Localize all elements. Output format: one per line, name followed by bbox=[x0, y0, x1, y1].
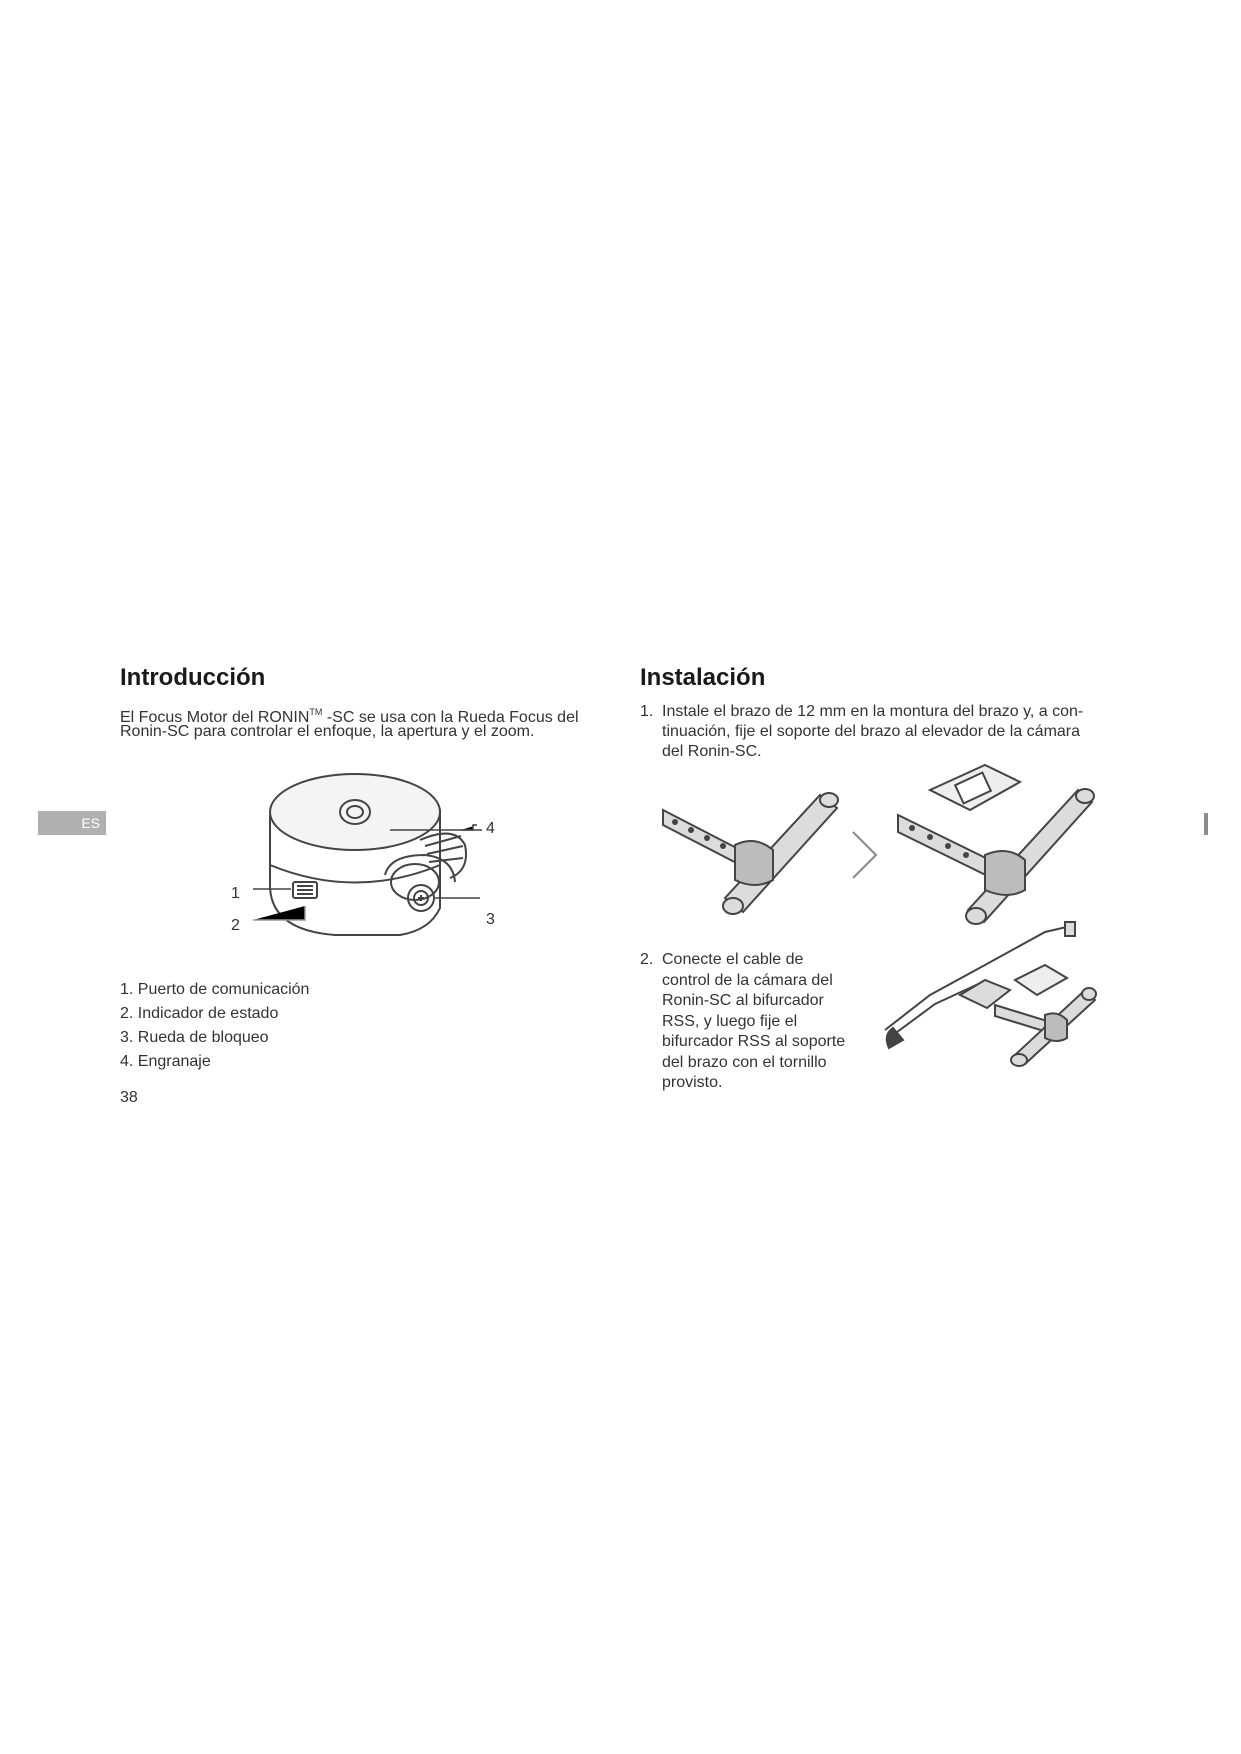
arm-illustration-before bbox=[655, 780, 840, 920]
intro-line-2: Ronin-SC para controlar el enfoque, la apertura y el zoom. bbox=[120, 723, 535, 740]
step1-number: 1. bbox=[640, 703, 654, 720]
install-title: Instalación bbox=[640, 664, 766, 691]
step2-line: control de la cámara del bbox=[662, 971, 833, 989]
focus-motor-illustration bbox=[225, 770, 515, 950]
parts-list-item: 3. Rueda de bloqueo bbox=[120, 1029, 269, 1046]
step2-line: Conecte el cable de bbox=[662, 951, 804, 968]
parts-list-item: 4. Engranaje bbox=[120, 1053, 211, 1070]
callout-4-leader bbox=[390, 828, 484, 832]
step1-line: tinuación, fije el soporte del brazo al elevador de la cámara bbox=[662, 723, 1081, 740]
step1-line: del Ronin-SC. bbox=[662, 743, 762, 760]
chevron-right-icon bbox=[850, 830, 880, 880]
page-edge-marker bbox=[1204, 813, 1208, 835]
step2-text bbox=[662, 950, 845, 1094]
page-number: 38 bbox=[120, 1089, 138, 1106]
language-tab-label: ES bbox=[81, 815, 100, 831]
step2-line: del brazo con el tornillo bbox=[662, 1053, 827, 1071]
cable-illustration bbox=[875, 920, 1100, 1070]
parts-list-item: 2. Indicador de estado bbox=[120, 1005, 279, 1022]
callout-2: 2 bbox=[231, 917, 240, 934]
callout-1: 1 bbox=[231, 885, 240, 902]
intro-line-1: El Focus Motor del RONIN™ -SC se usa con la Rueda Focus del bbox=[120, 707, 579, 726]
step2-number: 2. bbox=[640, 951, 654, 968]
step2-line: provisto. bbox=[662, 1074, 723, 1091]
callout-3: 3 bbox=[486, 911, 495, 928]
step1-line: Instale el brazo de 12 mm en la montura del brazo y, a con- bbox=[662, 703, 1084, 720]
step2-line: Ronin-SC al bifurcador bbox=[662, 992, 824, 1009]
arm-illustration-after bbox=[890, 760, 1095, 930]
step2-line: bifurcador RSS al soporte bbox=[662, 1033, 846, 1050]
parts-list bbox=[120, 978, 309, 1074]
intro-title: Introducción bbox=[120, 664, 266, 691]
trademark-mark: TM bbox=[309, 707, 323, 717]
language-tab bbox=[38, 811, 106, 835]
parts-list-item: 1. Puerto de comunicación bbox=[120, 981, 310, 998]
callout-4: 4 bbox=[486, 820, 495, 837]
step1-text bbox=[662, 702, 1083, 762]
step2-line: RSS, y luego fije el bbox=[662, 1012, 798, 1030]
